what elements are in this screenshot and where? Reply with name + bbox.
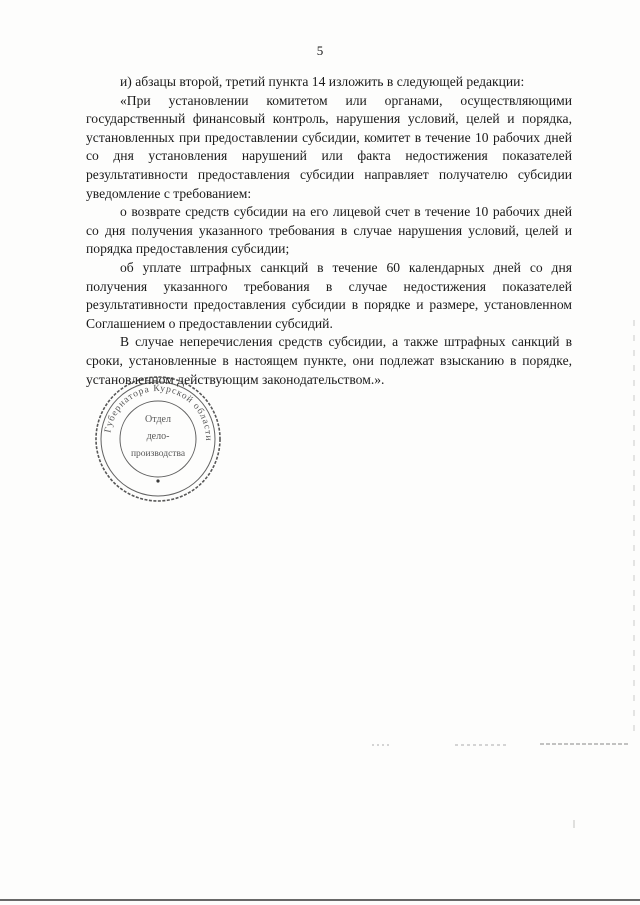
page-number: 5 (316, 43, 324, 58)
paragraph-refund-requirement: о возврате средств субсидии на его лицевой счет в течение 10 рабочих дней со дня получения указанного требования в случае нарушения условий, целей и порядка предоставления субсидии; (86, 204, 572, 257)
seal-inner-line-1: Отдел (145, 414, 171, 425)
office-seal-stamp (92, 373, 224, 505)
document-body (86, 73, 572, 389)
seal-graphic (92, 373, 224, 505)
seal-ring-text: Губернатора Курской области (103, 383, 214, 442)
paragraph-control-violation: «При установлении комитетом или органами, осуществляющими государственный финансовый контроль, нарушения условий, целей и порядка, установленных при предоставлении субсидии, комитет в течение 10 рабочих дней со дня установления нарушений или факта недостижения показателей результативности предоставления субсидии направляет получателю субсидии уведомление с требованием: (86, 92, 572, 201)
seal-star-dot (156, 479, 159, 482)
seal-inner-line-3: производства (130, 449, 186, 459)
paragraph-recovery-clause: В случае неперечисления средств субсидии, а также штрафных санкций в сроки, установленные в настоящем пункте, они подлежат взысканию в порядке, установленном действующим законодательством.». (86, 334, 572, 387)
paragraph-amendment-intro: и) абзацы второй, третий пункта 14 изложить в следующей редакции: (120, 74, 525, 89)
paragraph-penalty-requirement: об уплате штрафных санкций в течение 60 календарных дней со дня получения указанного требования в случае недостижения показателей результативности предоставления субсидии в порядке и размере, установленном Соглашением о предоставлении субсидий. (86, 259, 572, 331)
seal-inner-line-2: дело- (146, 431, 170, 442)
